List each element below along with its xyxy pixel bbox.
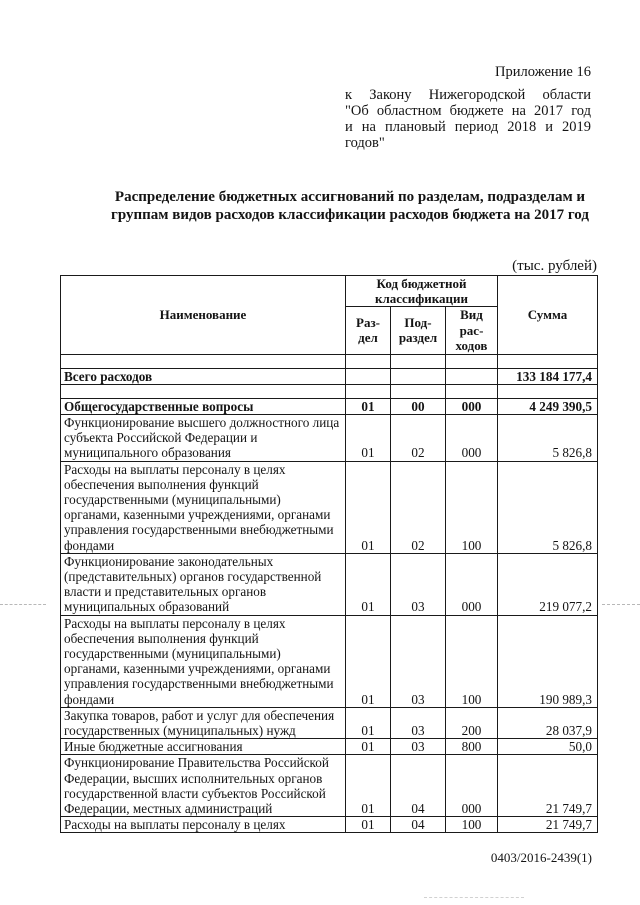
heading-line: группам видов расходов классификации расходов бюджета на 2017 год <box>111 207 589 223</box>
table-row <box>61 817 598 833</box>
row-name-line: обеспечения выполнения функций <box>64 630 259 646</box>
row-name-line: Функционирование законодательных <box>64 553 274 569</box>
appendix-line: к Закону Нижегородской области <box>345 87 591 103</box>
podrazdel-cell: 03 <box>391 707 446 738</box>
row-name-line: органами, казенными учреждениями, органами <box>64 661 331 677</box>
razdel-cell: 01 <box>346 707 391 738</box>
summa-cell: 133 184 177,4 <box>498 368 598 384</box>
header-podrazdel <box>391 307 446 355</box>
units-label: (тыс. рублей) <box>512 258 597 274</box>
row-name-line: Общегосударственные вопросы <box>64 398 254 414</box>
razdel-cell: 01 <box>346 755 391 817</box>
row-name-cell <box>61 755 346 817</box>
document-heading <box>100 188 600 224</box>
spacer-cell <box>61 384 346 398</box>
header-vid-line: рас- <box>459 322 484 338</box>
row-name-cell <box>61 817 346 833</box>
appendix-law-reference <box>345 87 591 151</box>
row-name-cell <box>61 398 346 414</box>
vid-rashodov-cell: 200 <box>446 707 498 738</box>
summa-cell: 50,0 <box>498 739 598 755</box>
row-name-line: Расходы на выплаты персоналу в целях <box>64 461 286 477</box>
spacer-cell <box>446 354 498 368</box>
table-spacer-row <box>61 384 598 398</box>
row-name-line: субъекта Российской Федерации и <box>64 430 258 446</box>
heading-line: Распределение бюджетных ассигнований по разделам, подразделам и <box>114 189 586 205</box>
summa-cell: 21 749,7 <box>498 817 598 833</box>
summa-cell: 28 037,9 <box>498 707 598 738</box>
row-name-line: муниципальных образований <box>64 599 230 615</box>
podrazdel-cell: 03 <box>391 739 446 755</box>
row-name-line: управления государственными внебюджетными <box>64 522 334 538</box>
header-razdel-line: дел <box>358 330 378 346</box>
row-name-cell <box>61 461 346 553</box>
summa-cell: 5 826,8 <box>498 414 598 461</box>
vid-rashodov-cell: 100 <box>446 817 498 833</box>
header-vid-line: ходов <box>455 338 488 353</box>
table-row <box>61 707 598 738</box>
row-name-line: фондами <box>64 537 115 553</box>
spacer-cell <box>391 354 446 368</box>
vid-rashodov-cell <box>446 368 498 384</box>
summa-cell: 5 826,8 <box>498 461 598 553</box>
spacer-cell <box>61 354 346 368</box>
header-vid-rashodov <box>446 307 498 355</box>
table-row-total <box>61 368 598 384</box>
summa-cell: 4 249 390,5 <box>498 398 598 414</box>
row-name-line: государственной власти субъектов Российской <box>64 785 326 801</box>
row-name-cell <box>61 615 346 707</box>
razdel-cell: 01 <box>346 414 391 461</box>
row-name-line: власти и представительных органов <box>64 584 267 600</box>
vid-rashodov-cell: 800 <box>446 739 498 755</box>
vid-rashodov-cell: 000 <box>446 398 498 414</box>
row-name-line: Расходы на выплаты персоналу в целях <box>64 615 286 631</box>
razdel-cell: 01 <box>346 461 391 553</box>
spacer-cell <box>498 354 598 368</box>
table-row <box>61 755 598 817</box>
table-row <box>61 414 598 461</box>
header-podrazdel-line: Под- <box>404 314 432 330</box>
appendix-line: "Об областном бюджете на 2017 год <box>345 103 591 119</box>
row-name-line: Федерации, местных администраций <box>64 800 273 816</box>
row-name-line: Иные бюджетные ассигнования <box>64 739 243 755</box>
header-razdel <box>346 307 391 355</box>
row-name-cell <box>61 739 346 755</box>
razdel-cell: 01 <box>346 553 391 615</box>
header-budget-code-line: Код бюджетной <box>376 276 467 291</box>
scan-fold-mark <box>602 604 640 605</box>
header-name: Наименование <box>61 276 346 355</box>
header-summa: Сумма <box>498 276 598 355</box>
row-name-cell <box>61 414 346 461</box>
table-row <box>61 553 598 615</box>
podrazdel-cell: 00 <box>391 398 446 414</box>
header-podrazdel-line: раздел <box>398 330 438 346</box>
header-vid-line: Вид <box>460 307 483 322</box>
row-name-line: государственных (муниципальных) нужд <box>64 722 296 738</box>
row-name-line: государственными (муниципальными) <box>64 491 281 507</box>
summa-cell: 21 749,7 <box>498 755 598 817</box>
row-name-cell <box>61 553 346 615</box>
row-name-line: обеспечения выполнения функций <box>64 476 259 492</box>
row-name-line: муниципального образования <box>64 445 231 461</box>
row-name-line: Функционирование Правительства Российской <box>64 755 329 771</box>
budget-allocation-table <box>60 275 598 833</box>
document-number: 0403/2016-2439(1) <box>490 850 592 865</box>
row-name-line: Федерации, высших исполнительных органов <box>64 770 323 786</box>
header-razdel-line: Раз- <box>356 314 380 330</box>
row-name-line: управления государственными внебюджетными <box>64 676 334 692</box>
podrazdel-cell: 02 <box>391 461 446 553</box>
podrazdel-cell: 04 <box>391 817 446 833</box>
table-row <box>61 739 598 755</box>
spacer-cell <box>498 384 598 398</box>
row-name-line: государственными (муниципальными) <box>64 645 281 661</box>
scan-fold-mark <box>424 897 524 898</box>
podrazdel-cell <box>391 368 446 384</box>
podrazdel-cell: 03 <box>391 553 446 615</box>
row-name-cell <box>61 368 346 384</box>
vid-rashodov-cell: 000 <box>446 414 498 461</box>
header-budget-code <box>346 276 498 307</box>
row-name-line: Закупка товаров, работ и услуг для обеспечения <box>64 707 335 723</box>
header-budget-code-line: классификации <box>374 291 469 306</box>
scan-fold-mark <box>0 604 46 605</box>
summa-cell: 190 989,3 <box>498 615 598 707</box>
vid-rashodov-cell: 100 <box>446 615 498 707</box>
table-row <box>61 615 598 707</box>
table-row <box>61 461 598 553</box>
row-name-line: Функционирование высшего должностного лица <box>64 414 340 430</box>
spacer-cell <box>346 354 391 368</box>
table-header-row <box>61 276 598 307</box>
table-row-section <box>61 398 598 414</box>
podrazdel-cell: 03 <box>391 615 446 707</box>
table-spacer-row <box>61 354 598 368</box>
razdel-cell: 01 <box>346 739 391 755</box>
podrazdel-cell: 04 <box>391 755 446 817</box>
summa-cell: 219 077,2 <box>498 553 598 615</box>
spacer-cell <box>391 384 446 398</box>
row-name-line: Всего расходов <box>64 368 153 384</box>
row-name-cell <box>61 707 346 738</box>
vid-rashodov-cell: 100 <box>446 461 498 553</box>
row-name-line: Расходы на выплаты персоналу в целях <box>64 817 286 833</box>
row-name-line: органами, казенными учреждениями, органами <box>64 507 331 523</box>
row-name-line: фондами <box>64 691 115 707</box>
appendix-line: и на плановый период 2018 и 2019 <box>345 119 591 135</box>
row-name-line: (представительных) органов государственной <box>64 568 322 584</box>
appendix-label: Приложение 16 <box>495 64 591 80</box>
razdel-cell: 01 <box>346 398 391 414</box>
razdel-cell: 01 <box>346 615 391 707</box>
razdel-cell <box>346 368 391 384</box>
razdel-cell: 01 <box>346 817 391 833</box>
podrazdel-cell: 02 <box>391 414 446 461</box>
spacer-cell <box>446 384 498 398</box>
vid-rashodov-cell: 000 <box>446 755 498 817</box>
spacer-cell <box>346 384 391 398</box>
vid-rashodov-cell: 000 <box>446 553 498 615</box>
appendix-line: годов" <box>345 135 385 151</box>
